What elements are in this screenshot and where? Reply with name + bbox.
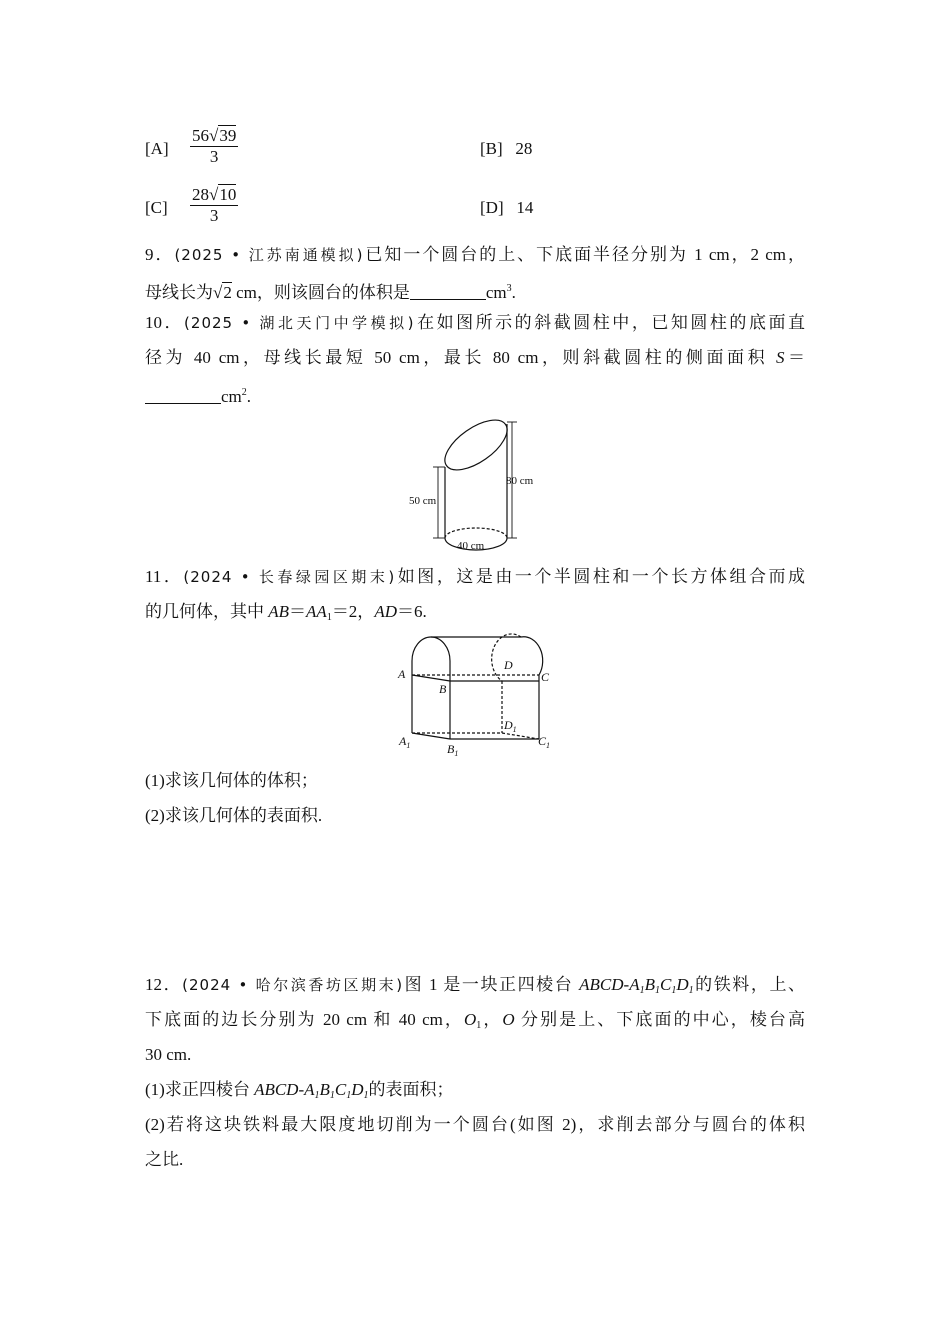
option-c-value: $\frac{28√10}{3}$ — [192, 185, 237, 225]
question-number: 11． — [145, 567, 184, 586]
text: 母线长为 — [145, 283, 213, 302]
coef: 56 — [192, 126, 209, 145]
q10-line3 — [145, 382, 251, 408]
radicand: 10 — [219, 185, 237, 204]
answer-blank[interactable] — [145, 387, 221, 404]
label-a: A — [398, 667, 406, 681]
text: (1)求正四棱台 — [145, 1080, 255, 1099]
q11-line2 — [145, 601, 427, 629]
option-b-label: [B] — [480, 139, 503, 158]
question-number: 12． — [145, 975, 183, 994]
option-d-value: 14 — [516, 198, 534, 217]
q9-line2: 母线长为√2 cm，则该圆台的体积是 $cm^3$. — [145, 283, 516, 302]
radicand: 2 — [223, 283, 232, 302]
text: ＝ — [289, 602, 307, 621]
text: ， — [481, 1010, 503, 1029]
var-s: S — [775, 348, 785, 367]
label-short: 50 cm — [409, 495, 437, 507]
radicand: 39 — [219, 126, 237, 145]
text: 的几何体，其中 — [145, 602, 269, 621]
option-a-label: [A] — [145, 139, 169, 158]
text: 分别是上、下底面的中心，棱台高 — [514, 1010, 805, 1029]
text: ＝6. — [396, 602, 427, 621]
question-source: (2025 • 江苏南通模拟) — [174, 246, 364, 264]
frustum-name: ABCD-$A_1B_1C_1D_1$ — [579, 975, 694, 996]
q12-part2-line2: 之比. — [145, 1150, 184, 1169]
label-c: C — [541, 670, 550, 684]
answer-blank[interactable] — [410, 283, 486, 300]
q11-part2: (2)求该几何体的表面积. — [145, 806, 323, 825]
var: AD — [374, 602, 397, 621]
unit: cm — [221, 387, 242, 406]
option-d — [480, 197, 533, 219]
label-d: D — [504, 658, 513, 672]
label-diameter: 40 cm — [457, 540, 485, 552]
q9-line1 — [145, 244, 805, 266]
question-number: 9． — [145, 245, 175, 264]
coef: 28 — [192, 185, 209, 204]
text: . — [246, 387, 252, 406]
q11-line1 — [145, 566, 805, 588]
label-a1: $A_1$ — [399, 734, 411, 750]
var: O — [502, 1010, 515, 1029]
text: ＝ — [784, 348, 805, 367]
label-d1: $D_1$ — [504, 718, 517, 734]
half-cylinder-box-figure — [395, 633, 560, 758]
text: ＝2， — [331, 602, 375, 621]
exponent: 3 — [506, 283, 512, 294]
label-b: B — [439, 682, 447, 696]
question-text: 已知一个圆台的上、下底面半径分别为 1 cm，2 cm， — [363, 245, 805, 264]
question-source: (2025 • 湖北天门中学模拟) — [184, 314, 415, 332]
question-number: 10． — [145, 313, 185, 332]
question-text: 如图，这是由一个半圆柱和一个长方体组合而成 — [395, 567, 806, 586]
question-text: 在如图所示的斜截圆柱中，已知圆柱的底面直 — [414, 313, 806, 332]
label-long: 80 cm — [506, 475, 534, 487]
q12-line3: 30 cm. — [145, 1045, 192, 1064]
label-b1: $B_1$ — [447, 742, 459, 758]
exponent: 2 — [241, 387, 247, 398]
text: 的铁料，上、 — [693, 975, 806, 994]
var: AB — [268, 602, 290, 621]
q10-line2 — [145, 347, 805, 369]
label-c1: $C_1$ — [538, 734, 551, 750]
text: cm，则该圆台的体积是 — [231, 283, 410, 302]
unit: cm — [485, 283, 507, 302]
option-c-label: [C] — [145, 198, 168, 217]
q10-line1 — [145, 312, 805, 334]
denominator: 3 — [209, 147, 219, 166]
question-source: (2024 • 长春绿园区期末) — [183, 568, 396, 586]
var: O — [463, 1010, 477, 1029]
q11-part1: (1)求该几何体的体积； — [145, 771, 318, 790]
oblique-cylinder-figure — [400, 412, 550, 557]
option-a-value: $\frac{56√39}{3}$ — [192, 126, 237, 166]
text: . — [511, 283, 516, 302]
option-d-label: [D] — [480, 198, 504, 217]
var: AA — [306, 602, 327, 621]
option-b-value: 28 — [515, 139, 533, 158]
text: 径为 40 cm，母线长最短 50 cm，最长 80 cm，则斜截圆柱的侧面面积 — [145, 348, 776, 367]
text: 图 1 是一块正四棱台 — [403, 975, 580, 994]
subscript: 1 — [326, 612, 332, 623]
question-source: (2024 • 哈尔滨香坊区期末) — [182, 976, 404, 994]
option-b — [480, 138, 532, 160]
text: 的表面积； — [368, 1080, 454, 1099]
q12-line1 — [145, 974, 805, 1002]
q12-part2-line1: (2)若将这块铁料最大限度地切削为一个圆台(如图 2)，求削去部分与圆台的体积 — [145, 1115, 805, 1134]
subscript: 1 — [476, 1020, 482, 1031]
text: 下底面的边长分别为 20 cm 和 40 cm， — [145, 1010, 464, 1029]
q12-line2 — [145, 1009, 805, 1037]
frustum-name: ABCD-$A_1B_1C_1D_1$ — [254, 1080, 369, 1101]
q12-part1 — [145, 1079, 454, 1107]
denominator: 3 — [209, 206, 219, 225]
